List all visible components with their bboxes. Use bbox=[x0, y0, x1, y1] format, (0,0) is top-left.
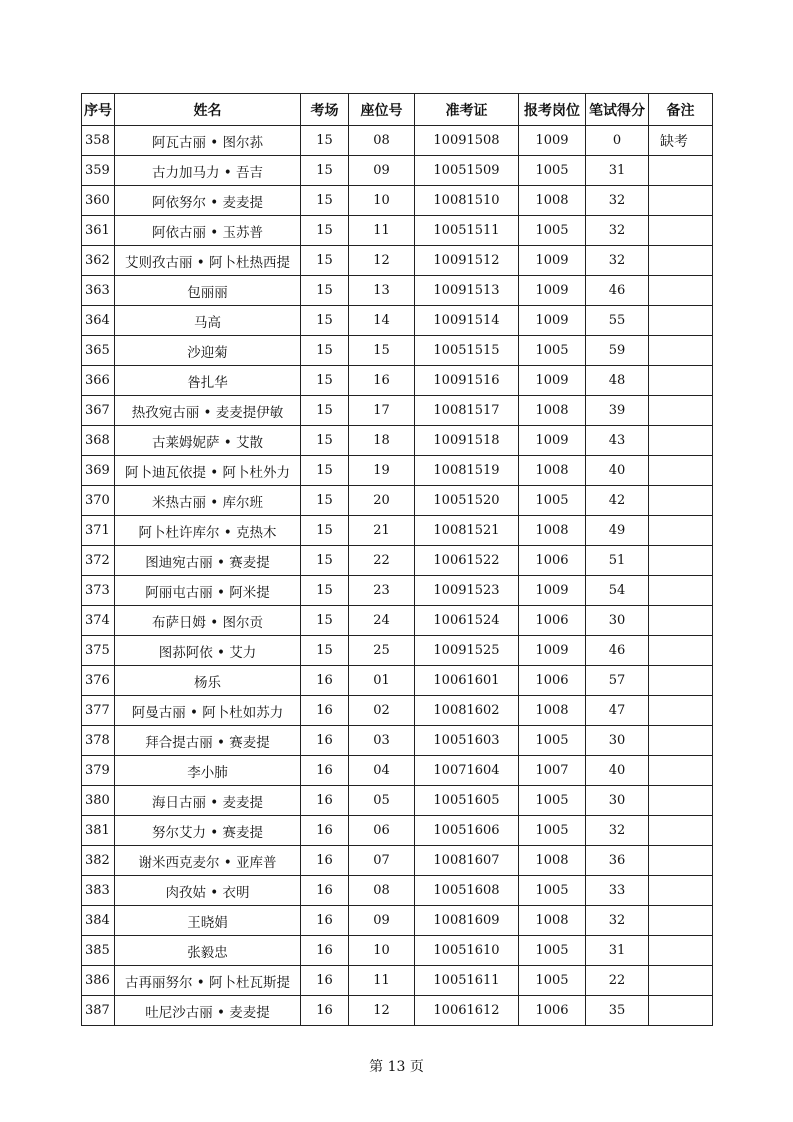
cell-seq: 384 bbox=[82, 906, 115, 936]
cell-seat-number: 16 bbox=[349, 366, 415, 396]
cell-exam-room: 16 bbox=[301, 876, 349, 906]
cell-remarks bbox=[649, 666, 713, 696]
cell-name: 海日古丽 • 麦麦提 bbox=[115, 786, 301, 816]
table-row bbox=[82, 816, 713, 846]
cell-written-score: 43 bbox=[586, 426, 649, 456]
cell-name: 杨乐 bbox=[115, 666, 301, 696]
cell-name: 古力加马力 • 吾吉 bbox=[115, 156, 301, 186]
cell-written-score: 30 bbox=[586, 786, 649, 816]
cell-admission-ticket: 10051610 bbox=[415, 936, 519, 966]
cell-seat-number: 01 bbox=[349, 666, 415, 696]
cell-name: 包丽丽 bbox=[115, 276, 301, 306]
page-number: 第 13 页 bbox=[369, 1059, 424, 1075]
cell-applied-position: 1008 bbox=[519, 396, 586, 426]
cell-exam-room: 15 bbox=[301, 306, 349, 336]
cell-name: 张毅忠 bbox=[115, 936, 301, 966]
table-row bbox=[82, 276, 713, 306]
cell-admission-ticket: 10081607 bbox=[415, 846, 519, 876]
cell-admission-ticket: 10091525 bbox=[415, 636, 519, 666]
cell-seat-number: 03 bbox=[349, 726, 415, 756]
cell-name: 阿丽屯古丽 • 阿米提 bbox=[115, 576, 301, 606]
cell-written-score: 40 bbox=[586, 756, 649, 786]
cell-seat-number: 06 bbox=[349, 816, 415, 846]
cell-remarks bbox=[649, 756, 713, 786]
cell-exam-room: 15 bbox=[301, 396, 349, 426]
cell-seat-number: 02 bbox=[349, 696, 415, 726]
cell-admission-ticket: 10091514 bbox=[415, 306, 519, 336]
cell-exam-room: 16 bbox=[301, 696, 349, 726]
cell-remarks bbox=[649, 456, 713, 486]
cell-exam-room: 16 bbox=[301, 966, 349, 996]
cell-admission-ticket: 10061522 bbox=[415, 546, 519, 576]
cell-written-score: 33 bbox=[586, 876, 649, 906]
cell-exam-room: 16 bbox=[301, 996, 349, 1026]
cell-remarks bbox=[649, 306, 713, 336]
cell-remarks bbox=[649, 216, 713, 246]
cell-remarks bbox=[649, 336, 713, 366]
cell-exam-room: 15 bbox=[301, 246, 349, 276]
cell-name: 阿卜杜许库尔 • 克热木 bbox=[115, 516, 301, 546]
cell-admission-ticket: 10051608 bbox=[415, 876, 519, 906]
table-row bbox=[82, 216, 713, 246]
cell-seat-number: 10 bbox=[349, 936, 415, 966]
cell-remarks bbox=[649, 816, 713, 846]
cell-written-score: 46 bbox=[586, 276, 649, 306]
cell-seq: 372 bbox=[82, 546, 115, 576]
cell-applied-position: 1005 bbox=[519, 936, 586, 966]
cell-name: 吐尼沙古丽 • 麦麦提 bbox=[115, 996, 301, 1026]
table-row bbox=[82, 666, 713, 696]
cell-seat-number: 07 bbox=[349, 846, 415, 876]
cell-admission-ticket: 10051515 bbox=[415, 336, 519, 366]
table-row bbox=[82, 966, 713, 996]
cell-admission-ticket: 10061524 bbox=[415, 606, 519, 636]
cell-exam-room: 15 bbox=[301, 336, 349, 366]
cell-name: 阿依古丽 • 玉苏普 bbox=[115, 216, 301, 246]
cell-written-score: 32 bbox=[586, 246, 649, 276]
cell-seq: 381 bbox=[82, 816, 115, 846]
cell-seat-number: 20 bbox=[349, 486, 415, 516]
cell-admission-ticket: 10051606 bbox=[415, 816, 519, 846]
cell-remarks bbox=[649, 276, 713, 306]
cell-applied-position: 1006 bbox=[519, 546, 586, 576]
cell-exam-room: 16 bbox=[301, 936, 349, 966]
cell-seat-number: 04 bbox=[349, 756, 415, 786]
cell-seq: 374 bbox=[82, 606, 115, 636]
header-applied-position: 报考岗位 bbox=[519, 94, 586, 126]
cell-remarks bbox=[649, 396, 713, 426]
cell-written-score: 49 bbox=[586, 516, 649, 546]
cell-remarks bbox=[649, 696, 713, 726]
cell-applied-position: 1009 bbox=[519, 306, 586, 336]
table-row bbox=[82, 576, 713, 606]
cell-admission-ticket: 10051605 bbox=[415, 786, 519, 816]
cell-seat-number: 24 bbox=[349, 606, 415, 636]
cell-seq: 387 bbox=[82, 996, 115, 1026]
cell-seat-number: 21 bbox=[349, 516, 415, 546]
cell-seq: 369 bbox=[82, 456, 115, 486]
table-row bbox=[82, 606, 713, 636]
cell-seat-number: 10 bbox=[349, 186, 415, 216]
cell-name: 古再丽努尔 • 阿卜杜瓦斯提 bbox=[115, 966, 301, 996]
cell-admission-ticket: 10051603 bbox=[415, 726, 519, 756]
cell-written-score: 59 bbox=[586, 336, 649, 366]
cell-name: 马高 bbox=[115, 306, 301, 336]
table-row bbox=[82, 186, 713, 216]
cell-remarks bbox=[649, 546, 713, 576]
header-exam-room: 考场 bbox=[301, 94, 349, 126]
cell-written-score: 32 bbox=[586, 216, 649, 246]
cell-remarks bbox=[649, 726, 713, 756]
cell-written-score: 42 bbox=[586, 486, 649, 516]
cell-remarks bbox=[649, 906, 713, 936]
cell-admission-ticket: 10051509 bbox=[415, 156, 519, 186]
cell-written-score: 36 bbox=[586, 846, 649, 876]
header-name: 姓名 bbox=[115, 94, 301, 126]
table-header-row bbox=[82, 94, 713, 126]
cell-seat-number: 25 bbox=[349, 636, 415, 666]
cell-exam-room: 15 bbox=[301, 186, 349, 216]
table-row bbox=[82, 486, 713, 516]
cell-name: 阿依努尔 • 麦麦提 bbox=[115, 186, 301, 216]
header-remarks: 备注 bbox=[649, 94, 713, 126]
cell-written-score: 54 bbox=[586, 576, 649, 606]
cell-seat-number: 12 bbox=[349, 996, 415, 1026]
cell-seat-number: 13 bbox=[349, 276, 415, 306]
cell-applied-position: 1005 bbox=[519, 966, 586, 996]
cell-seq: 364 bbox=[82, 306, 115, 336]
cell-applied-position: 1009 bbox=[519, 276, 586, 306]
cell-seq: 368 bbox=[82, 426, 115, 456]
cell-seq: 375 bbox=[82, 636, 115, 666]
table-row bbox=[82, 786, 713, 816]
cell-applied-position: 1009 bbox=[519, 366, 586, 396]
cell-remarks bbox=[649, 186, 713, 216]
header-admission-ticket: 准考证 bbox=[415, 94, 519, 126]
cell-seq: 378 bbox=[82, 726, 115, 756]
cell-exam-room: 15 bbox=[301, 516, 349, 546]
table-row bbox=[82, 426, 713, 456]
table-row bbox=[82, 726, 713, 756]
cell-applied-position: 1005 bbox=[519, 816, 586, 846]
cell-exam-room: 15 bbox=[301, 156, 349, 186]
cell-admission-ticket: 10061601 bbox=[415, 666, 519, 696]
cell-seat-number: 05 bbox=[349, 786, 415, 816]
table-row bbox=[82, 546, 713, 576]
cell-written-score: 51 bbox=[586, 546, 649, 576]
cell-remarks bbox=[649, 786, 713, 816]
cell-exam-room: 15 bbox=[301, 486, 349, 516]
cell-name: 阿曼古丽 • 阿卜杜如苏力 bbox=[115, 696, 301, 726]
cell-admission-ticket: 10091523 bbox=[415, 576, 519, 606]
table-row bbox=[82, 876, 713, 906]
cell-applied-position: 1009 bbox=[519, 636, 586, 666]
cell-applied-position: 1008 bbox=[519, 186, 586, 216]
cell-exam-room: 15 bbox=[301, 426, 349, 456]
table-row bbox=[82, 396, 713, 426]
cell-applied-position: 1008 bbox=[519, 516, 586, 546]
cell-applied-position: 1007 bbox=[519, 756, 586, 786]
cell-name: 图迪宛古丽 • 赛麦提 bbox=[115, 546, 301, 576]
cell-written-score: 40 bbox=[586, 456, 649, 486]
cell-applied-position: 1005 bbox=[519, 726, 586, 756]
cell-admission-ticket: 10081517 bbox=[415, 396, 519, 426]
cell-name: 拜合提古丽 • 赛麦提 bbox=[115, 726, 301, 756]
cell-written-score: 46 bbox=[586, 636, 649, 666]
cell-seat-number: 08 bbox=[349, 876, 415, 906]
cell-name: 肉孜姑 • 衣明 bbox=[115, 876, 301, 906]
cell-applied-position: 1006 bbox=[519, 606, 586, 636]
cell-applied-position: 1005 bbox=[519, 486, 586, 516]
cell-admission-ticket: 10051511 bbox=[415, 216, 519, 246]
cell-written-score: 31 bbox=[586, 156, 649, 186]
cell-seq: 365 bbox=[82, 336, 115, 366]
cell-remarks bbox=[649, 996, 713, 1026]
cell-seq: 359 bbox=[82, 156, 115, 186]
table-row bbox=[82, 696, 713, 726]
table-row bbox=[82, 456, 713, 486]
cell-written-score: 47 bbox=[586, 696, 649, 726]
table-row bbox=[82, 906, 713, 936]
cell-applied-position: 1008 bbox=[519, 456, 586, 486]
cell-admission-ticket: 10071604 bbox=[415, 756, 519, 786]
cell-remarks bbox=[649, 966, 713, 996]
cell-applied-position: 1009 bbox=[519, 426, 586, 456]
cell-seq: 363 bbox=[82, 276, 115, 306]
cell-remarks bbox=[649, 606, 713, 636]
cell-name: 谢米西克麦尔 • 亚库普 bbox=[115, 846, 301, 876]
table-row bbox=[82, 846, 713, 876]
cell-written-score: 48 bbox=[586, 366, 649, 396]
cell-exam-room: 16 bbox=[301, 666, 349, 696]
cell-remarks bbox=[649, 156, 713, 186]
cell-applied-position: 1005 bbox=[519, 156, 586, 186]
table-row bbox=[82, 756, 713, 786]
cell-exam-room: 15 bbox=[301, 366, 349, 396]
cell-name: 古莱姆妮萨 • 艾散 bbox=[115, 426, 301, 456]
cell-applied-position: 1006 bbox=[519, 666, 586, 696]
cell-written-score: 57 bbox=[586, 666, 649, 696]
cell-exam-room: 15 bbox=[301, 456, 349, 486]
cell-written-score: 22 bbox=[586, 966, 649, 996]
cell-name: 昝扎华 bbox=[115, 366, 301, 396]
cell-exam-room: 15 bbox=[301, 126, 349, 156]
cell-seat-number: 11 bbox=[349, 966, 415, 996]
cell-seq: 382 bbox=[82, 846, 115, 876]
cell-seq: 362 bbox=[82, 246, 115, 276]
cell-seat-number: 12 bbox=[349, 246, 415, 276]
cell-applied-position: 1006 bbox=[519, 996, 586, 1026]
cell-seq: 377 bbox=[82, 696, 115, 726]
cell-seq: 367 bbox=[82, 396, 115, 426]
cell-admission-ticket: 10081519 bbox=[415, 456, 519, 486]
cell-remarks bbox=[649, 246, 713, 276]
cell-admission-ticket: 10061612 bbox=[415, 996, 519, 1026]
cell-exam-room: 16 bbox=[301, 786, 349, 816]
cell-admission-ticket: 10081609 bbox=[415, 906, 519, 936]
cell-remarks bbox=[649, 846, 713, 876]
table-row bbox=[82, 336, 713, 366]
cell-remarks bbox=[649, 516, 713, 546]
cell-exam-room: 16 bbox=[301, 816, 349, 846]
cell-name: 艾则孜古丽 • 阿卜杜热西提 bbox=[115, 246, 301, 276]
header-seq: 序号 bbox=[82, 94, 115, 126]
cell-name: 热孜宛古丽 • 麦麦提伊敏 bbox=[115, 396, 301, 426]
cell-remarks bbox=[649, 366, 713, 396]
cell-name: 阿瓦古丽 • 图尔荪 bbox=[115, 126, 301, 156]
cell-written-score: 35 bbox=[586, 996, 649, 1026]
exam-score-table bbox=[81, 93, 713, 1026]
cell-seat-number: 23 bbox=[349, 576, 415, 606]
cell-seq: 371 bbox=[82, 516, 115, 546]
cell-exam-room: 15 bbox=[301, 276, 349, 306]
cell-applied-position: 1005 bbox=[519, 336, 586, 366]
cell-name: 李小肺 bbox=[115, 756, 301, 786]
cell-seq: 386 bbox=[82, 966, 115, 996]
cell-applied-position: 1005 bbox=[519, 876, 586, 906]
cell-admission-ticket: 10091516 bbox=[415, 366, 519, 396]
cell-name: 布萨日姆 • 图尔贡 bbox=[115, 606, 301, 636]
header-written-score: 笔试得分 bbox=[586, 94, 649, 126]
cell-applied-position: 1005 bbox=[519, 216, 586, 246]
cell-remarks: 缺考 bbox=[649, 126, 713, 156]
cell-seat-number: 14 bbox=[349, 306, 415, 336]
table-row bbox=[82, 936, 713, 966]
cell-remarks bbox=[649, 936, 713, 966]
cell-exam-room: 15 bbox=[301, 606, 349, 636]
cell-exam-room: 15 bbox=[301, 576, 349, 606]
cell-applied-position: 1008 bbox=[519, 696, 586, 726]
cell-seq: 361 bbox=[82, 216, 115, 246]
cell-seq: 380 bbox=[82, 786, 115, 816]
cell-seq: 385 bbox=[82, 936, 115, 966]
cell-remarks bbox=[649, 636, 713, 666]
cell-admission-ticket: 10081510 bbox=[415, 186, 519, 216]
cell-seq: 360 bbox=[82, 186, 115, 216]
cell-admission-ticket: 10081602 bbox=[415, 696, 519, 726]
cell-name: 努尔艾力 • 赛麦提 bbox=[115, 816, 301, 846]
cell-name: 米热古丽 • 库尔班 bbox=[115, 486, 301, 516]
cell-exam-room: 16 bbox=[301, 726, 349, 756]
cell-seat-number: 09 bbox=[349, 906, 415, 936]
cell-exam-room: 16 bbox=[301, 756, 349, 786]
cell-written-score: 39 bbox=[586, 396, 649, 426]
cell-remarks bbox=[649, 576, 713, 606]
cell-admission-ticket: 10091513 bbox=[415, 276, 519, 306]
cell-seat-number: 09 bbox=[349, 156, 415, 186]
cell-exam-room: 16 bbox=[301, 906, 349, 936]
cell-admission-ticket: 10091518 bbox=[415, 426, 519, 456]
cell-seat-number: 22 bbox=[349, 546, 415, 576]
cell-seat-number: 19 bbox=[349, 456, 415, 486]
cell-seat-number: 08 bbox=[349, 126, 415, 156]
cell-applied-position: 1005 bbox=[519, 786, 586, 816]
cell-name: 阿卜迪瓦依提 • 阿卜杜外力 bbox=[115, 456, 301, 486]
table-row bbox=[82, 156, 713, 186]
cell-seat-number: 17 bbox=[349, 396, 415, 426]
cell-exam-room: 15 bbox=[301, 216, 349, 246]
cell-remarks bbox=[649, 876, 713, 906]
cell-admission-ticket: 10091512 bbox=[415, 246, 519, 276]
cell-admission-ticket: 10091508 bbox=[415, 126, 519, 156]
cell-exam-room: 16 bbox=[301, 846, 349, 876]
cell-written-score: 0 bbox=[586, 126, 649, 156]
cell-seq: 376 bbox=[82, 666, 115, 696]
cell-written-score: 32 bbox=[586, 906, 649, 936]
cell-remarks bbox=[649, 426, 713, 456]
cell-admission-ticket: 10051611 bbox=[415, 966, 519, 996]
cell-seat-number: 18 bbox=[349, 426, 415, 456]
table-row bbox=[82, 126, 713, 156]
table-row bbox=[82, 306, 713, 336]
cell-admission-ticket: 10081521 bbox=[415, 516, 519, 546]
cell-applied-position: 1009 bbox=[519, 576, 586, 606]
table-row bbox=[82, 636, 713, 666]
cell-written-score: 55 bbox=[586, 306, 649, 336]
cell-written-score: 30 bbox=[586, 726, 649, 756]
cell-exam-room: 15 bbox=[301, 546, 349, 576]
cell-written-score: 32 bbox=[586, 186, 649, 216]
cell-seat-number: 15 bbox=[349, 336, 415, 366]
table-row bbox=[82, 996, 713, 1026]
cell-applied-position: 1009 bbox=[519, 126, 586, 156]
cell-written-score: 31 bbox=[586, 936, 649, 966]
cell-exam-room: 15 bbox=[301, 636, 349, 666]
table-row bbox=[82, 366, 713, 396]
cell-remarks bbox=[649, 486, 713, 516]
table-row bbox=[82, 246, 713, 276]
cell-seq: 358 bbox=[82, 126, 115, 156]
cell-admission-ticket: 10051520 bbox=[415, 486, 519, 516]
cell-name: 图荪阿依 • 艾力 bbox=[115, 636, 301, 666]
cell-applied-position: 1008 bbox=[519, 906, 586, 936]
cell-written-score: 32 bbox=[586, 816, 649, 846]
cell-seq: 370 bbox=[82, 486, 115, 516]
cell-name: 王晓娟 bbox=[115, 906, 301, 936]
table-row bbox=[82, 516, 713, 546]
cell-written-score: 30 bbox=[586, 606, 649, 636]
cell-applied-position: 1008 bbox=[519, 846, 586, 876]
cell-seq: 383 bbox=[82, 876, 115, 906]
header-seat-number: 座位号 bbox=[349, 94, 415, 126]
cell-seq: 373 bbox=[82, 576, 115, 606]
cell-applied-position: 1009 bbox=[519, 246, 586, 276]
cell-seat-number: 11 bbox=[349, 216, 415, 246]
cell-seq: 366 bbox=[82, 366, 115, 396]
cell-seq: 379 bbox=[82, 756, 115, 786]
cell-name: 沙迎菊 bbox=[115, 336, 301, 366]
